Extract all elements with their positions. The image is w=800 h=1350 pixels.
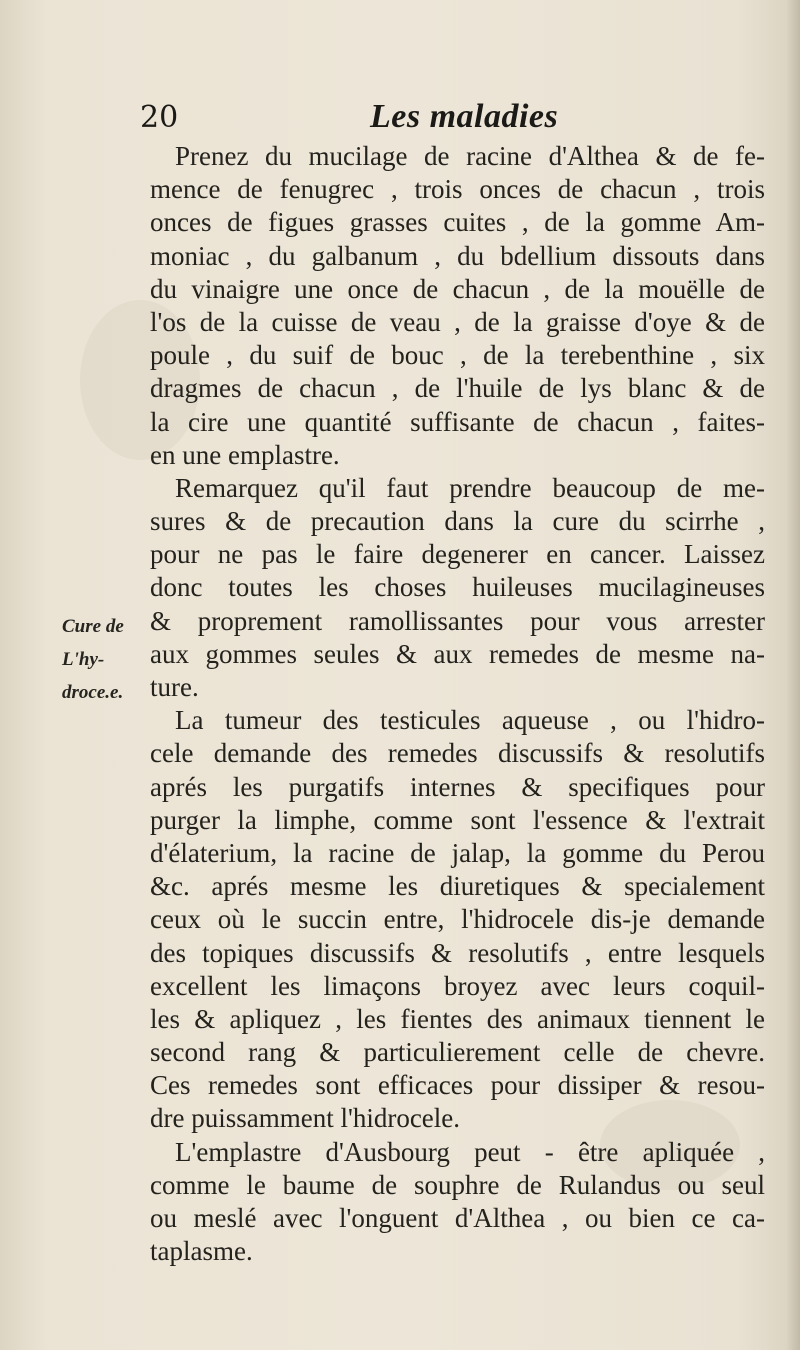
text-line: L'emplastre d'Ausbourg peut - être apliquée , [175,1136,765,1167]
running-head [140,100,760,140]
text-line: pour ne pas le faire degenerer en cancer. Laissez [150,539,765,570]
margin-note-line: droce.e. [62,682,124,703]
text-line: d'élaterium, la racine de jalap, la gomme du Perou [150,837,765,868]
text-line: ou meslé avec l'onguent d'Althea , ou bien ce ca- [150,1203,765,1233]
margin-note-line: Cure de [62,616,124,637]
text-line: comme le baume de souphre de Rulandus ou seul [150,1169,765,1200]
running-title: Les maladies [370,98,559,135]
text-line: poule , du suif de bouc , de la terebenthine , six [150,340,765,371]
text-line: sures & de precaution dans la cure du scirrhe , [150,506,765,537]
text-line: onces de figues grasses cuites , de la gomme Am- [150,207,765,238]
text-line: purger la limphe, comme sont l'essence & l'extrait [150,804,765,835]
page-number: 20 [140,100,179,135]
text-line: Ces remedes sont efficaces pour dissiper & resou- [150,1070,765,1101]
text-line: l'os de la cuisse de veau , de la graisse d'oye & de [150,306,765,337]
text-line: en une emplastre. [150,439,340,470]
margin-note [62,610,152,709]
body-text [150,140,765,1267]
text-line: taplasme. [150,1236,253,1267]
text-line: ture. [150,672,199,702]
text-line: les & apliquez , les fientes des animaux tiennent le [150,1003,765,1034]
text-line: ceux où le succin entre, l'hidrocele dis-je demande [150,904,765,935]
text-line: & proprement ramollissantes pour vous arrester [150,605,765,636]
text-line: dre puissamment l'hidrocele. [150,1103,461,1134]
text-line: moniac , du galbanum , du bdellium dissouts dans [150,240,765,271]
text-line: La tumeur des testicules aqueuse , ou l'hidro- [175,705,765,736]
text-line: dragmes de chacun , de l'huile de lys blanc & de [150,373,765,404]
text-line: Remarquez qu'il faut prendre beaucoup de me- [175,472,765,503]
text-line: aprés les purgatifs internes & specifiques pour [150,771,765,802]
text-line: &c. aprés mesme les diuretiques & specialement [150,871,765,902]
text-line: mence de fenugrec , trois onces de chacun , trois [150,174,765,205]
text-line: Prenez du mucilage de racine d'Althea & de fe- [175,141,765,171]
text-line: la cire une quantité suffisante de chacun , faites- [150,406,765,437]
text-line: aux gommes seules & aux remedes de mesme na- [150,638,765,669]
text-line: excellent les limaçons broyez avec leurs coquil- [150,970,765,1001]
page-edge-shadow [786,0,800,1350]
text-line: second rang & particulierement celle de chevre. [150,1037,765,1068]
margin-note-line: L'hy- [62,649,105,670]
text-line: cele demande des remedes discussifs & resolutifs [150,738,765,769]
text-line: du vinaigre une once de chacun , de la mouëlle de [150,273,765,304]
text-line: donc toutes les choses huileuses mucilagineuses [150,572,765,603]
text-line: des topiques discussifs & resolutifs , entre lesquels [150,937,765,968]
